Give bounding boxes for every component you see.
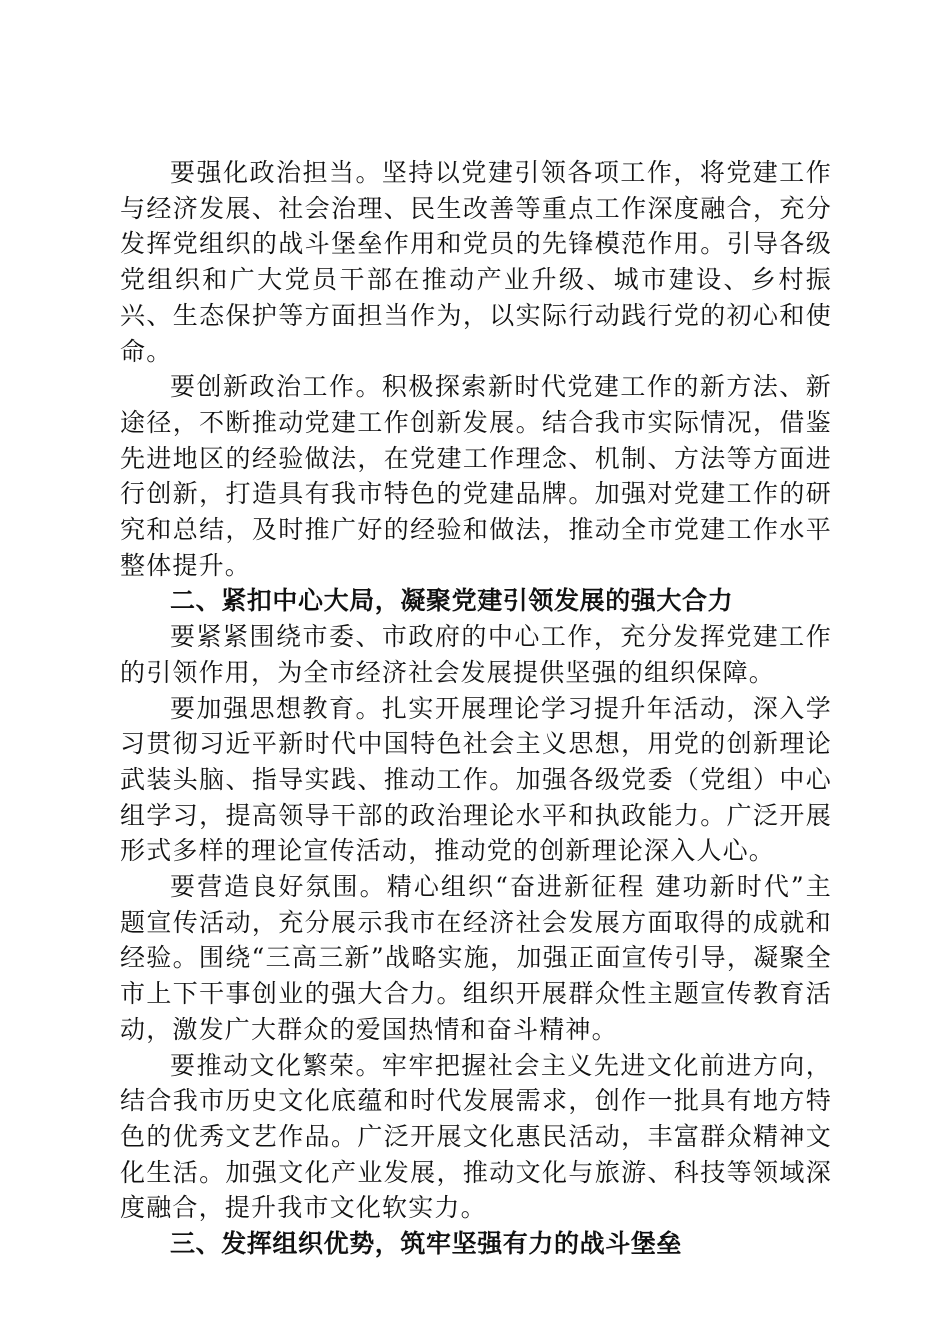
paragraph-political-responsibility: 要强化政治担当。坚持以党建引领各项工作，将党建工作与经济发展、社会治理、民生改善等重点工作深度融合，充分发挥党组织的战斗堡垒作用和党员的先锋模范作用。引导各级党组织和广大党员干部在推动产业升级、城市建设、乡村振兴、生态保护等方面担当作为，以实际行动践行党的初心和使命。 xyxy=(120,158,832,366)
paragraph-good-atmosphere: 要营造良好氛围。精心组织“奋进新征程 建功新时代”主题宣传活动，充分展示我市在经济社会发展方面取得的成就和经验。围绕“三高三新”战略实施，加强正面宣传引导，凝聚全市上下干事创业的强大合力。组织开展群众性主题宣传教育活动，激发广大群众的爱国热情和奋斗精神。 xyxy=(120,872,832,1044)
section-heading-3: 三、发挥组织优势，筑牢坚强有力的战斗堡垒 xyxy=(170,1229,683,1259)
paragraph-section-2-intro: 要紧紧围绕市委、市政府的中心工作，充分发挥党建工作的引领作用，为全市经济社会发展提供坚强的组织保障。 xyxy=(120,622,832,687)
paragraph-cultural-prosperity: 要推动文化繁荣。牢牢把握社会主义先进文化前进方向，结合我市历史文化底蕴和时代发展需求，创作一批具有地方特色的优秀文艺作品。广泛开展文化惠民活动，丰富群众精神文化生活。加强文化产业发展，推动文化与旅游、科技等领域深度融合，提升我市文化软实力。 xyxy=(120,1050,832,1223)
paragraph-innovate-political-work: 要创新政治工作。积极探索新时代党建工作的新方法、新途径，不断推动党建工作创新发展。结合我市实际情况，借鉴先进地区的经验做法，在党建工作理念、机制、方法等方面进行创新，打造具有我市特色的党建品牌。加强对党建工作的研究和总结，及时推广好的经验和做法，推动全市党建工作水平整体提升。 xyxy=(120,372,832,580)
document-page xyxy=(120,155,832,1262)
section-heading-2: 二、紧扣中心大局，凝聚党建引领发展的强大合力 xyxy=(170,586,734,616)
paragraph-ideological-education: 要加强思想教育。扎实开展理论学习提升年活动，深入学习贯彻习近平新时代中国特色社会主义思想，用党的创新理论武装头脑、指导实践、推动工作。加强各级党委（党组）中心组学习，提高领导干部的政治理论水平和执政能力。广泛开展形式多样的理论宣传活动，推动党的创新理论深入人心。 xyxy=(120,693,832,866)
